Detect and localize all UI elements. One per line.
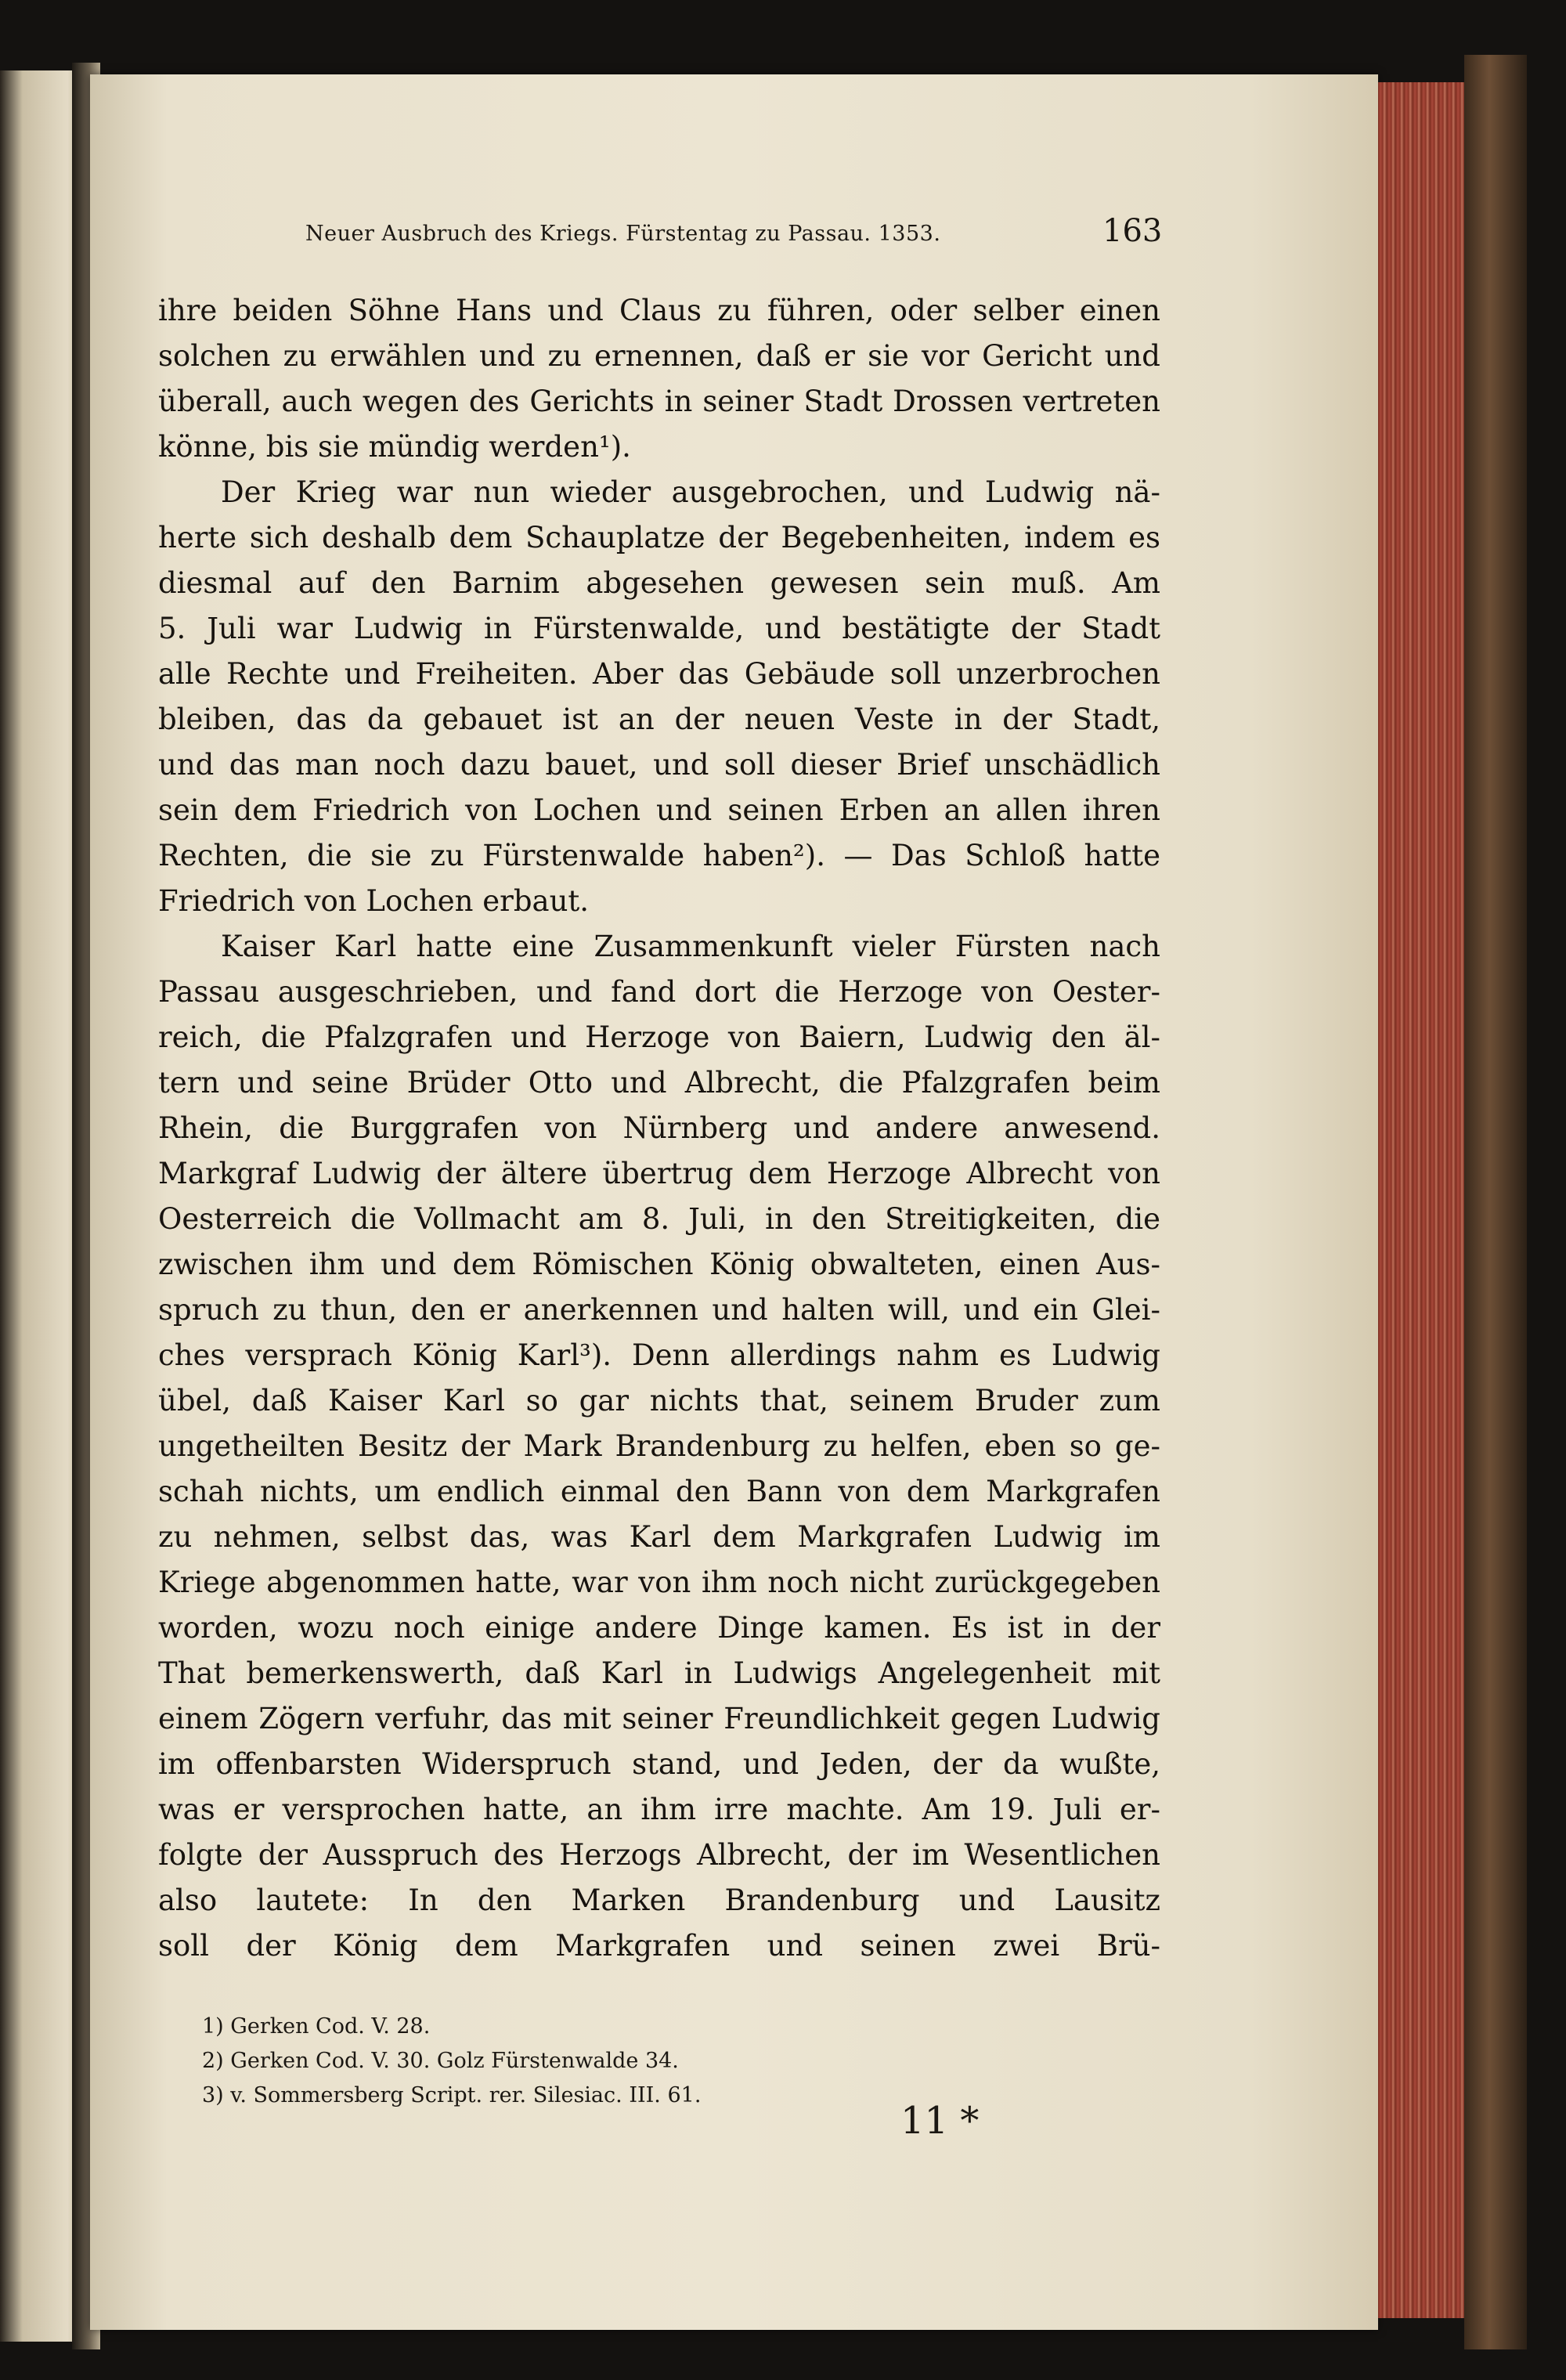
text-line: sein dem Friedrich von Lochen und seinen Erben an allen ihren xyxy=(158,793,1160,827)
text-line: solchen zu erwählen und zu ernennen, daß er sie vor Gericht und xyxy=(158,339,1160,373)
text-line: Friedrich von Lochen erbaut. xyxy=(158,884,590,918)
text-line: Oesterreich die Vollmacht am 8. Juli, in den Streitigkeiten, die xyxy=(158,1202,1160,1236)
printer-signature: 11 * xyxy=(900,2099,980,2143)
page-number: 163 xyxy=(1102,213,1163,249)
text-line: ihre beiden Söhne Hans und Claus zu führen, oder selber einen xyxy=(158,294,1160,327)
text-line: 5. Juli war Ludwig in Fürstenwalde, und bestätigte der Stadt xyxy=(158,612,1160,645)
text-line: alle Rechte und Freiheiten. Aber das Gebäude soll unzerbrochen xyxy=(158,657,1160,691)
text-line: That bemerkenswerth, daß Karl in Ludwigs Angelegenheit mit xyxy=(158,1656,1160,1690)
text-line: Kaiser Karl hatte eine Zusammenkunft vieler Fürsten nach xyxy=(221,930,1160,963)
text-line: ungetheilten Besitz der Mark Brandenburg zu helfen, eben so ge- xyxy=(158,1429,1160,1463)
text-line: tern und seine Brüder Otto und Albrecht, die Pfalzgrafen beim xyxy=(158,1066,1160,1100)
text-line: überall, auch wegen des Gerichts in seiner Stadt Drossen vertreten xyxy=(158,385,1160,418)
footnote: 1) Gerken Cod. V. 28. xyxy=(202,2014,431,2039)
text-line: zu nehmen, selbst das, was Karl dem Markgrafen Ludwig im xyxy=(158,1520,1160,1554)
text-line: Kriege abgenommen hatte, war von ihm noch nicht zurückgegeben xyxy=(158,1566,1160,1599)
running-head: Neuer Ausbruch des Kriegs. Fürstentag zu Passau. 1353. xyxy=(305,222,941,246)
text-line: könne, bis sie mündig werden¹). xyxy=(158,430,631,464)
text-line: folgte der Ausspruch des Herzogs Albrecht, der im Wesentlichen xyxy=(158,1838,1160,1872)
text-line: zwischen ihm und dem Römischen König obwalteten, einen Aus- xyxy=(158,1248,1160,1281)
text-line: Rhein, die Burggrafen von Nürnberg und andere anwesend. xyxy=(158,1111,1160,1145)
text-line: übel, daß Kaiser Karl so gar nichts that, seinem Bruder zum xyxy=(158,1384,1160,1418)
text-line: einem Zögern verfuhr, das mit seiner Freundlichkeit gegen Ludwig xyxy=(158,1702,1160,1735)
text-line: ches versprach König Karl³). Denn allerdings nahm es Ludwig xyxy=(158,1338,1160,1372)
text-line: und das man noch dazu bauet, und soll dieser Brief unschädlich xyxy=(158,748,1160,782)
footnote: 2) Gerken Cod. V. 30. Golz Fürstenwalde 34. xyxy=(202,2049,679,2073)
text-line: diesmal auf den Barnim abgesehen gewesen sein muß. Am xyxy=(158,566,1160,600)
text-line: bleiben, das da gebauet ist an der neuen Veste in der Stadt, xyxy=(158,702,1160,736)
text-line: was er versprochen hatte, an ihm irre machte. Am 19. Juli er- xyxy=(158,1793,1160,1826)
text-line: reich, die Pfalzgrafen und Herzoge von Baiern, Ludwig den äl- xyxy=(158,1020,1160,1054)
text-line: Passau ausgeschrieben, und fand dort die Herzoge von Oester- xyxy=(158,975,1160,1009)
text-line: Markgraf Ludwig der ältere übertrug dem Herzoge Albrecht von xyxy=(158,1157,1160,1190)
text-line: herte sich deshalb dem Schauplatze der Begebenheiten, indem es xyxy=(158,521,1160,554)
text-line: spruch zu thun, den er anerkennen und halten will, und ein Glei- xyxy=(158,1293,1160,1327)
text-line: Rechten, die sie zu Fürstenwalde haben²). — Das Schloß hatte xyxy=(158,839,1160,872)
text-line: Der Krieg war nun wieder ausgebrochen, und Ludwig nä- xyxy=(221,475,1160,509)
text-line: worden, wozu noch einige andere Dinge kamen. Es ist in der xyxy=(158,1611,1160,1645)
text-line: soll der König dem Markgrafen und seinen zwei Brü- xyxy=(158,1929,1160,1963)
footnote: 3) v. Sommersberg Script. rer. Silesiac. III. 61. xyxy=(202,2083,702,2107)
page-block-edge xyxy=(1378,82,1464,2318)
text-line: im offenbarsten Widerspruch stand, und Jeden, der da wußte, xyxy=(158,1747,1160,1781)
book-cover-edge xyxy=(1464,55,1527,2349)
text-line: also lautete: In den Marken Brandenburg und Lausitz xyxy=(158,1883,1160,1917)
text-line: schah nichts, um endlich einmal den Bann von dem Markgrafen xyxy=(158,1475,1160,1508)
